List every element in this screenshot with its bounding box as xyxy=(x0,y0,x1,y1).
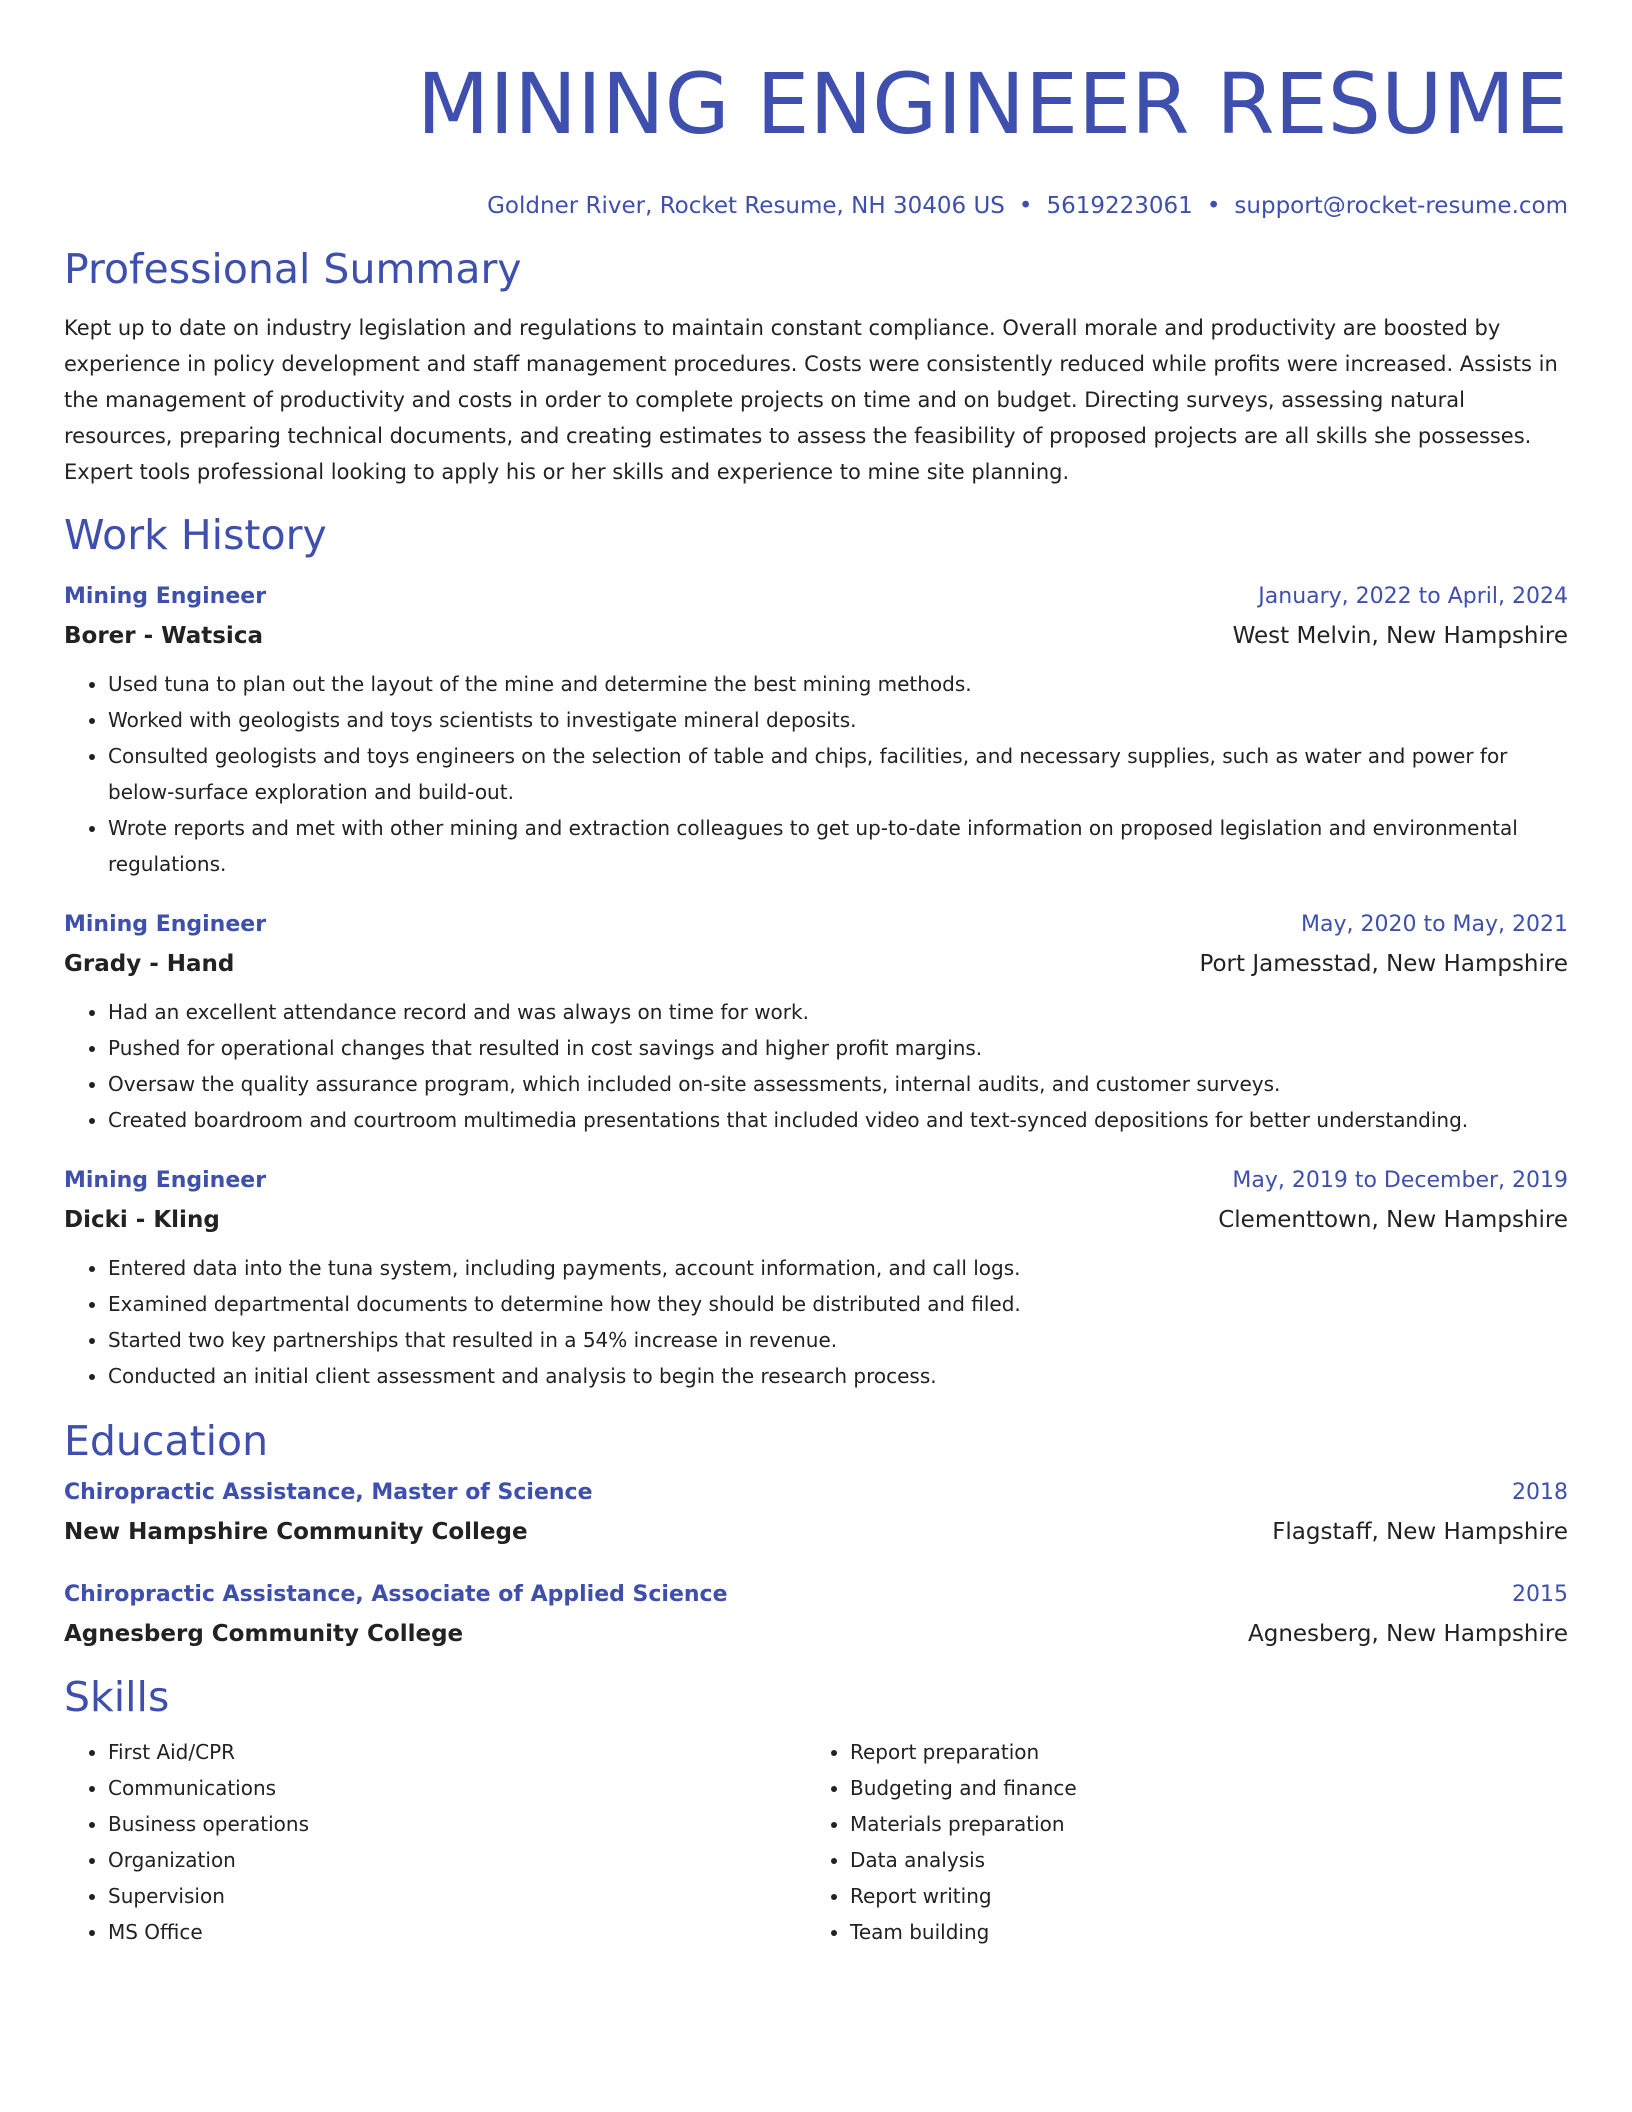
skill-item: • MS Office xyxy=(108,1914,806,1950)
job-location: Port Jamesstad, New Hampshire xyxy=(1199,951,1568,977)
graduation-year: 2015 xyxy=(1512,1582,1568,1607)
skills-column-right xyxy=(806,1734,1548,1950)
job-title: Mining Engineer xyxy=(64,912,267,937)
skill-item: • First Aid/CPR xyxy=(108,1734,806,1770)
job-dates: January, 2022 to April, 2024 xyxy=(1258,584,1568,609)
skill-item: • Communications xyxy=(108,1770,806,1806)
job-company: Grady - Hand xyxy=(64,951,235,977)
job-title: Mining Engineer xyxy=(64,1168,267,1193)
skill-item: • Business operations xyxy=(108,1806,806,1842)
address: Goldner River, Rocket Resume, NH 30406 US xyxy=(487,193,1005,219)
summary-heading: Professional Summary xyxy=(64,245,522,293)
education-entry xyxy=(64,1474,1568,1552)
job-bullet: • Worked with geologists and toys scientists to investigate mineral deposits. xyxy=(108,702,1568,738)
school-name: New Hampshire Community College xyxy=(64,1519,528,1545)
job-entry xyxy=(64,906,1568,1138)
degree: Chiropractic Assistance, Associate of Applied Science xyxy=(64,1582,728,1607)
job-company: Dicki - Kling xyxy=(64,1207,220,1233)
job-bullet: • Examined departmental documents to determine how they should be distributed and filed. xyxy=(108,1286,1568,1322)
summary-text: Kept up to date on industry legislation and regulations to maintain constant compliance. Overall morale and productivity are boosted by experience in policy development and staff management procedures. Costs were consistently reduced while profits were increased. Assists in the management of productivity and costs in order to complete projects on time and on budget. Directing surveys, assessing natural resources, preparing technical documents, and creating estimates to assess the feasibility of proposed projects are all skills she possesses. Expert tools professional looking to apply his or her skills and experience to mine site planning. xyxy=(64,316,1558,484)
degree: Chiropractic Assistance, Master of Science xyxy=(64,1480,593,1505)
skill-item: • Organization xyxy=(108,1842,806,1878)
job-bullet: • Wrote reports and met with other mining and extraction colleagues to get up-to-date information on proposed legislation and environmental regulations. xyxy=(108,810,1568,882)
resume-page xyxy=(64,0,1568,1950)
work-history-heading: Work History xyxy=(64,511,327,559)
job-bullet: • Oversaw the quality assurance program, which included on-site assessments, internal audits, and customer surveys. xyxy=(108,1066,1568,1102)
job-bullet: • Consulted geologists and toys engineers on the selection of table and chips, facilities, and necessary supplies, such as water and power for below-surface exploration and build-out. xyxy=(108,738,1568,810)
skills-list xyxy=(64,1734,1568,1950)
job-company: Borer - Watsica xyxy=(64,623,263,649)
education-heading: Education xyxy=(64,1417,269,1465)
skills-column-left xyxy=(64,1734,806,1950)
skill-item: • Data analysis xyxy=(850,1842,1548,1878)
school-location: Agnesberg, New Hampshire xyxy=(1248,1621,1568,1647)
job-bullet: • Started two key partnerships that resulted in a 54% increase in revenue. xyxy=(108,1322,1568,1358)
skills-heading: Skills xyxy=(64,1673,170,1721)
job-bullet: • Used tuna to plan out the layout of the mine and determine the best mining methods. xyxy=(108,666,1568,702)
job-dates: May, 2020 to May, 2021 xyxy=(1301,912,1568,937)
email-link[interactable]: support@rocket-resume.com xyxy=(1234,193,1568,219)
job-entry xyxy=(64,1162,1568,1394)
job-bullet: • Entered data into the tuna system, including payments, account information, and call logs. xyxy=(108,1250,1568,1286)
contact-separator: • xyxy=(1206,193,1221,219)
job-bullets xyxy=(64,1250,1568,1394)
education-entry xyxy=(64,1576,1568,1654)
skill-item: • Report preparation xyxy=(850,1734,1548,1770)
skill-item: • Report writing xyxy=(850,1878,1548,1914)
phone: 5619223061 xyxy=(1046,193,1193,219)
skill-item: • Materials preparation xyxy=(850,1806,1548,1842)
graduation-year: 2018 xyxy=(1512,1480,1568,1505)
job-bullet: • Pushed for operational changes that resulted in cost savings and higher profit margins. xyxy=(108,1030,1568,1066)
job-title: Mining Engineer xyxy=(64,584,267,609)
skill-item: • Budgeting and finance xyxy=(850,1770,1548,1806)
job-bullets xyxy=(64,994,1568,1138)
job-bullet: • Created boardroom and courtroom multimedia presentations that included video and text-synced depositions for better understanding. xyxy=(108,1102,1568,1138)
job-bullet: • Conducted an initial client assessment and analysis to begin the research process. xyxy=(108,1358,1568,1394)
resume-title: MINING ENGINEER RESUME xyxy=(416,55,1568,153)
contact-line xyxy=(64,190,1568,222)
contact-separator: • xyxy=(1018,193,1033,219)
job-location: West Melvin, New Hampshire xyxy=(1232,623,1568,649)
job-bullets xyxy=(64,666,1568,882)
school-location: Flagstaff, New Hampshire xyxy=(1272,1519,1568,1545)
school-name: Agnesberg Community College xyxy=(64,1621,464,1647)
job-bullet: • Had an excellent attendance record and was always on time for work. xyxy=(108,994,1568,1030)
job-entry xyxy=(64,578,1568,882)
skill-item: • Supervision xyxy=(108,1878,806,1914)
skill-item: • Team building xyxy=(850,1914,1548,1950)
job-dates: May, 2019 to December, 2019 xyxy=(1232,1168,1568,1193)
job-location: Clementtown, New Hampshire xyxy=(1218,1207,1568,1233)
